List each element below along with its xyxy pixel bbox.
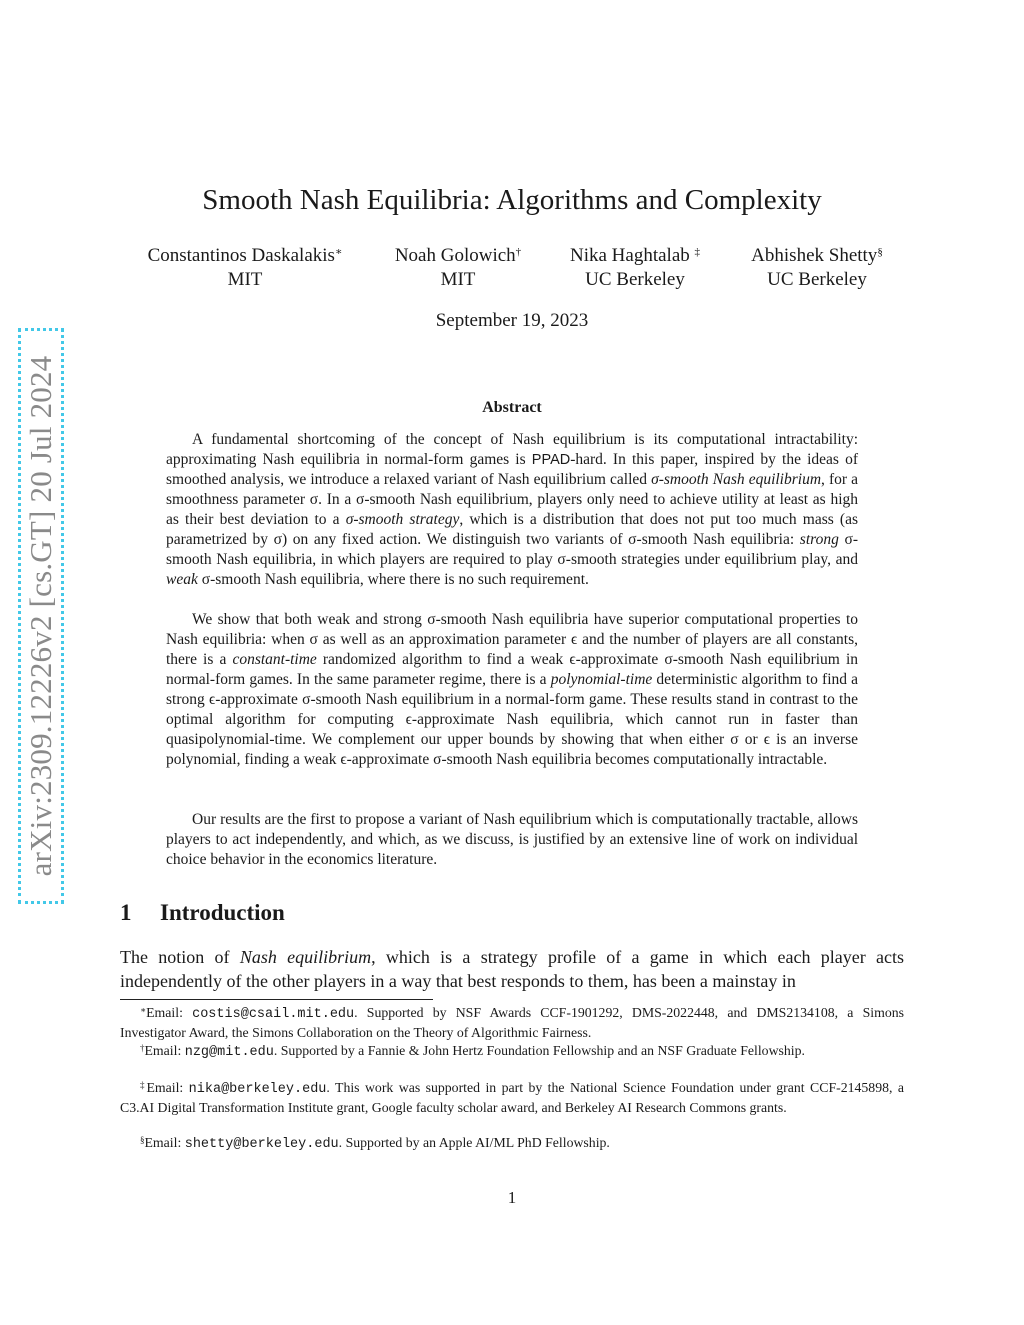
author-name: Constantinos Daskalakis	[147, 245, 335, 266]
intro-paragraph: The notion of Nash equilibrium, which is a strategy profile of a game in which each player acts independently of the other players in a way that best responds to them, has been a mainstay in	[120, 947, 905, 991]
author-1	[130, 244, 360, 292]
author-footnote-mark[interactable]: †	[515, 246, 522, 258]
footnote-2: †Email: nzg@mit.edu. Supported by a Fannie & John Hertz Foundation Fellowship and an NSF Graduate Fellowship.	[140, 1043, 805, 1060]
author-affiliation: MIT	[440, 269, 476, 290]
abstract-paragraph-2: We show that both weak and strong σ-smooth Nash equilibria have superior computational properties to Nash equilibria: when σ as well as an approximation parameter ϵ and the number of players are all constants, there is a constant-time randomized algorithm to find a weak ϵ-approximate σ-smooth Nash equilibrium in normal-form games. In the same parameter regime, there is a polynomial-time deterministic algorithm to find a strong ϵ-approximate σ-smooth Nash equilibrium in a normal-form game. These results stand in contrast to the optimal algorithm for computing ϵ-approximate Nash equilibria, which cannot run in faster than quasipolynomial-time. We complement our upper bounds by showing that when either σ or ϵ is an inverse polynomial, finding a weak ϵ-approximate σ-smooth Nash equilibria becomes computationally intractable.	[166, 611, 859, 768]
author-4	[702, 244, 932, 292]
footnote-divider	[120, 999, 433, 1000]
author-footnote-mark[interactable]: ‡	[694, 246, 700, 258]
paper-title: Smooth Nash Equilibria: Algorithms and Complexity	[202, 184, 822, 216]
section-number: 1	[120, 900, 132, 925]
email-link[interactable]: shetty@berkeley.edu	[184, 1137, 339, 1152]
author-name: Abhishek Shetty	[751, 245, 878, 266]
footnote-1: ∗Email: costis@csail.mit.edu. Supported by NSF Awards CCF-1901292, DMS-2022448, and DMS2134108, a Simons Investigator Award, the Simons Collaboration on the Theory of Algorithmic Fairness.	[120, 1005, 905, 1040]
abstract-paragraph-3: Our results are the first to propose a variant of Nash equilibrium which is computationally tractable, allows players to act independently, and which, as we discuss, is justified by an extensive line of work on individual choice behavior in the economics literature.	[166, 811, 858, 868]
footnote-4: §Email: shetty@berkeley.edu. Supported by an Apple AI/ML PhD Fellowship.	[140, 1135, 610, 1152]
author-name: Nika Haghtalab	[569, 245, 695, 266]
abstract-heading: Abstract	[482, 399, 542, 416]
author-name: Noah Golowich	[394, 245, 516, 266]
section-title: Introduction	[160, 900, 285, 925]
author-affiliation: UC Berkeley	[767, 269, 867, 290]
section-heading	[120, 900, 285, 926]
author-footnote-mark[interactable]: ∗	[334, 246, 343, 258]
author-affiliation: MIT	[227, 269, 263, 290]
paper-date: September 19, 2023	[435, 310, 589, 331]
footnote-3: ‡Email: nika@berkeley.edu. This work was supported in part by the National Science Foundation under grant CCF-2145898, a C3.AI Digital Transformation Institute grant, Google faculty scholar award, and Berkeley AI Research Commons grants.	[120, 1080, 904, 1115]
page-number: 1	[507, 1188, 517, 1207]
email-link[interactable]: nika@berkeley.edu	[188, 1082, 327, 1097]
email-link[interactable]: nzg@mit.edu	[184, 1045, 274, 1060]
author-affiliation: UC Berkeley	[585, 269, 685, 290]
abstract-paragraph-1: A fundamental shortcoming of the concept of Nash equilibrium is its computational intractability: approximating Nash equilibria in normal-form games is PPAD-hard. In this paper, inspired by the ideas of smoothed analysis, we introduce a relaxed variant of Nash equilibrium called σ-smooth Nash equilibrium, for a smoothness parameter σ. In a σ-smooth Nash equilibrium, players only need to achieve utility at least as high as their best deviation to a σ-smooth strategy, which is a distribution that does not put too much mass (as parametrized by σ) on any fixed action. We distinguish two variants of σ-smooth Nash equilibria: strong σ-smooth Nash equilibria, in which players are required to play σ-smooth strategies under equilibrium play, and weak σ-smooth Nash equilibria, where there is no such requirement.	[166, 431, 859, 588]
author-footnote-mark[interactable]: §	[877, 246, 883, 258]
arxiv-identifier[interactable]: arXiv:2309.12226v2 [cs.GT] 20 Jul 2024	[23, 355, 58, 877]
email-link[interactable]: costis@csail.mit.edu	[192, 1007, 355, 1022]
